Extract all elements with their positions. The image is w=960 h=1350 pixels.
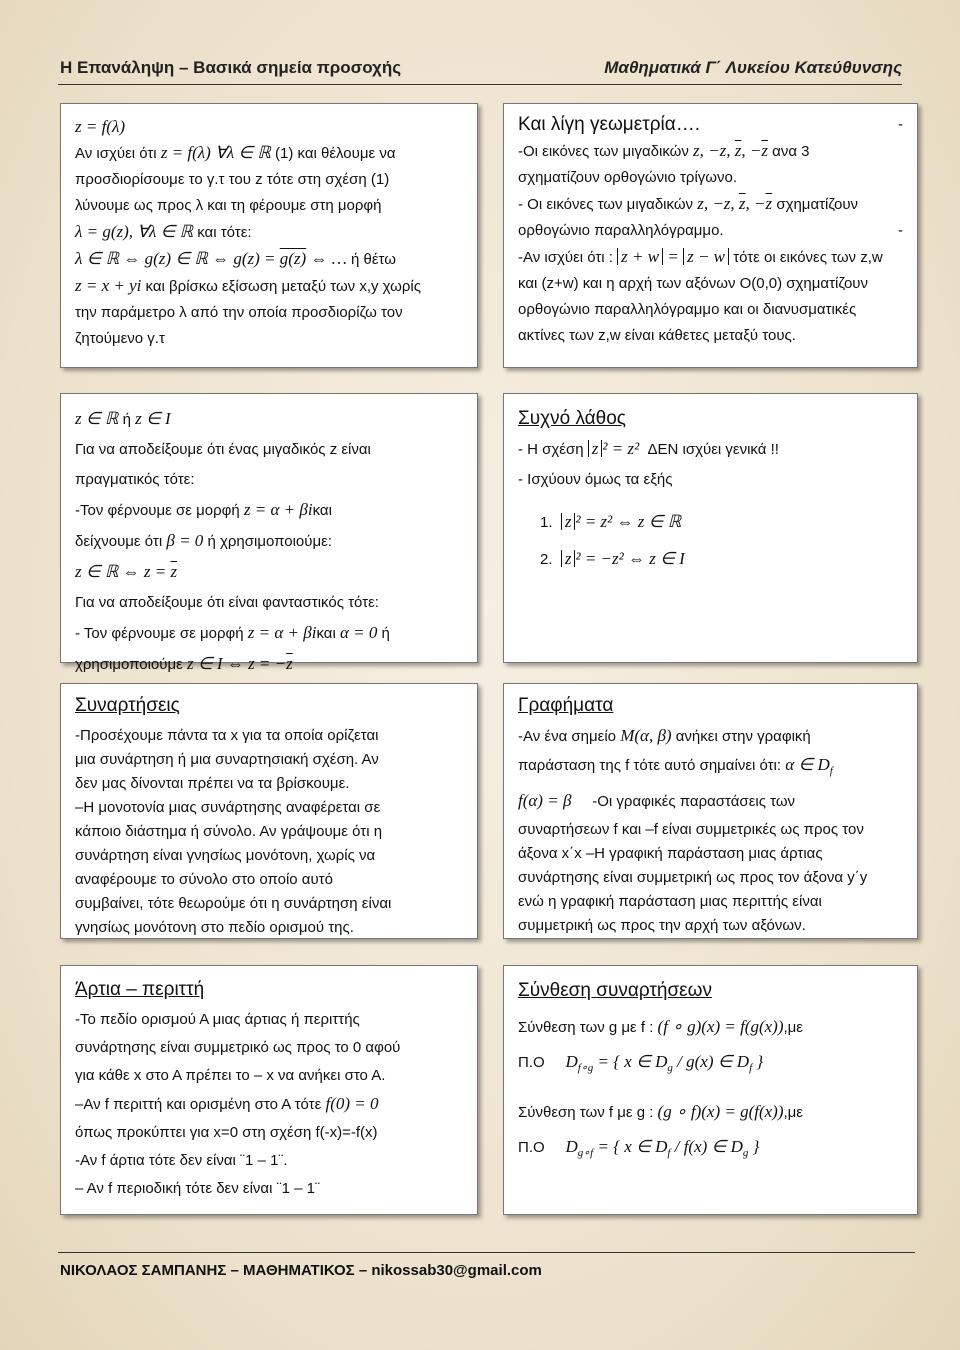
box7-line-4: –Αν f περιττή και ορισμένη στο Α τότε f(0) = 0 [75, 1094, 379, 1113]
footer-divider [58, 1252, 915, 1253]
box5-line: –Η μονοτονία μιας συνάρτησης αναφέρεται σε [75, 799, 381, 816]
box3-line-2: Για να αποδείξουμε ότι ένας μιγαδικός z είναι [75, 441, 371, 458]
box4-line-2: - Ισχύουν όμως τα εξής [518, 471, 673, 488]
header-right-title: Μαθηματικά Γ΄ Λυκείου Κατεύθυνσης [604, 58, 902, 77]
box3-line-9: χρησιμοποιούμε z ∈ I ⇔ $z = -\overline{z}$ [75, 654, 293, 673]
box7-line-5: όπως προκύπτει για x=0 στη σχέση f(-x)=-f(x) [75, 1124, 378, 1141]
box4-line-1: - Η σχέση z ² = z² ΔΕΝ ισχύει γενικά !! [518, 439, 779, 458]
geometry-box [503, 103, 918, 368]
real-imaginary-box [60, 393, 478, 673]
box1-line-3: προσδιορίσουμε το γ.τ του z τότε στη σχέση (1) [75, 171, 390, 188]
box6-line-1: -Αν ένα σημείο M(α, β) ανήκει στην γραφική [518, 726, 811, 745]
box6-line-7: ενώ η γραφική παράσταση μιας περιττής είναι [518, 893, 822, 910]
box8-title: Σύνθεση συναρτήσεων [518, 980, 712, 1001]
box2-line-6: και (z+w) και η αρχή των αξόνων Ο(0,0) σχηματίζουν [518, 275, 869, 292]
even-odd-box [60, 965, 478, 1215]
header-left-title: Η Επανάληψη – Βασικά σημεία προσοχής [60, 58, 402, 77]
box3-line-1: z ∈ ℝ ή z ∈ I [75, 409, 171, 428]
box1-line-4: λύνουμε ως προς λ και τη φέρουμε στη μορφή [75, 197, 382, 214]
box8-line-1: Σύνθεση των g με f : (f ∘ g)(x) = f(g(x)),με [518, 1017, 803, 1036]
box6-line-8: συμμετρική ως προς την αρχή των αξόνων. [518, 917, 806, 934]
box6-line-4: συναρτήσεων f και –f είναι συμμετρικές ως προς τον [518, 821, 864, 838]
box7-line-2: συνάρτησης είναι συμμετρικό ως προς το 0 αφού [75, 1039, 401, 1056]
box6-title: Γραφήματα [518, 695, 614, 716]
box5-line: μια συνάρτηση ή μια συναρτησιακή σχέση. Αν [75, 751, 379, 768]
box1-line-8: την παράμετρο λ από την οποία προσδιορίζω τον [75, 304, 403, 321]
graphs-box [503, 683, 918, 939]
box6-line-2: παράσταση της f τότε αυτό σημαίνει ότι: α ∈ $D_f$ [518, 755, 833, 777]
box5-line: αναφέρουμε το σύνολο στο οποίο αυτό [75, 871, 333, 888]
box3-line-7: Για να αποδείξουμε ότι είναι φανταστικός τότε: [75, 594, 379, 611]
box5-line: συνάρτηση είναι γνησίως μονότονη, χωρίς να [75, 847, 376, 864]
composition-box [503, 965, 918, 1215]
box1-line-5: λ = g(z), ∀λ ∈ ℝ και τότε: [75, 222, 252, 241]
box5-line: -Προσέχουμε πάντα τα x για τα οποία ορίζεται [75, 727, 379, 744]
box2-title: Και λίγη γεωμετρία…. [518, 114, 701, 135]
box2-title-row: Και λίγη γεωμετρία…. - [518, 112, 903, 138]
box7-line-3: για κάθε x στο Α πρέπει το – x να ανήκει στο Α. [75, 1067, 386, 1084]
box8-line-4: Π.Ο $D_{g\circ f}$ = { x ∈ $D_f / f(x)$ ∈ $D_g$ } [518, 1137, 760, 1159]
box7-line-6: -Αν f άρτια τότε δεν είναι ¨1 – 1¨. [75, 1152, 288, 1169]
box7-line-1: -Το πεδίο ορισμού Α μιας άρτιας ή περιττής [75, 1011, 360, 1028]
box7-title: Άρτια – περιττή [75, 979, 205, 1000]
box6-line-6: συνάρτησης είναι συμμετρική ως προς τον άξονα y΄y [518, 869, 868, 886]
box5-line: γνησίως μονότονη στο πεδίο ορισμού της. [75, 919, 354, 936]
box2-line-5: -Αν ισχύει ότι : z + w = z − w τότε οι εικόνες των z,w [518, 247, 883, 266]
box1-line-6: λ ∈ ℝ ⇔ g(z) ∈ ℝ ⇔ g(z) = g(z) ⇔ … ή θέτω [75, 249, 396, 268]
parametric-locus-box [60, 103, 478, 368]
box4-item-2: 2. z ² = −z² ⇔ z ∈ I [540, 549, 685, 568]
box5-title: Συναρτήσεις [75, 695, 180, 716]
box3-line-4: -Τον φέρνουμε σε μορφή z = α + βiκαι [75, 500, 332, 519]
box2-line-2: σχηματίζουν ορθογώνιο τρίγωνο. [518, 169, 737, 186]
box2-line-7: ορθογώνιο παραλληλόγραμμο και οι διανυσματικές [518, 301, 857, 318]
box1-line-2: Αν ισχύει ότι z = f(λ) ∀λ ∈ ℝ (1) και θέλουμε να [75, 143, 396, 162]
box3-line-5: δείχνουμε ότι β = 0 ή χρησιμοποιούμε: [75, 531, 332, 550]
box5-line: δεν μας δίνονται πρέπει να τα βρίσκουμε. [75, 775, 350, 792]
box6-line-3: f(α) = β -Οι γραφικές παραστάσεις των [518, 791, 796, 810]
box6-line-5: άξονα x΄x –Η γραφική παράσταση μιας άρτιας [518, 845, 823, 862]
box2-line-4: ορθογώνιο παραλληλόγραμμο. - [518, 222, 903, 239]
common-mistake-box [503, 393, 918, 663]
box3-line-3: πραγματικός τότε: [75, 471, 195, 488]
footer-author: ΝΙΚΟΛΑΟΣ ΣΑΜΠΑΝΗΣ – ΜΑΘΗΜΑΤΙΚΟΣ – nikossab30@gmail.com [60, 1262, 542, 1279]
box3-line-8: - Τον φέρνουμε σε μορφή z = α + βiκαι α = 0 ή [75, 623, 390, 642]
box5-line: κάποιο διάστημα ή σύνολο. Αν γράψουμε ότι η [75, 823, 383, 840]
box8-line-3: Σύνθεση των f με g : (g ∘ f)(x) = g(f(x)),με [518, 1102, 803, 1121]
box1-line-9: ζητούμενο γ.τ [75, 330, 165, 347]
box2-line-3: - Οι εικόνες των μιγαδικών z, −z, $\overline{z}$, $-\overline{z}$ σχηματίζουν [518, 194, 859, 213]
box4-title: Συχνό λάθος [518, 408, 626, 429]
box2-line-1: -Οι εικόνες των μιγαδικών z, −z, $\overline{z}$, $-\overline{z}$ ανα 3 [518, 141, 810, 160]
box2-line-8: ακτίνες των z,w είναι κάθετες μεταξύ τους. [518, 327, 796, 344]
box8-line-2: Π.Ο $D_{f\circ g}$ = { x ∈ $D_g / g(x)$ ∈ $D_f$ } [518, 1052, 764, 1074]
box3-line-6: z ∈ ℝ ⇔ $z = \overline{z}$ [75, 562, 178, 581]
box5-line: συμβαίνει, τότε θεωρούμε ότι η συνάρτηση είναι [75, 895, 392, 912]
box7-line-7: – Αν f περιοδική τότε δεν είναι ¨1 – 1¨ [75, 1180, 320, 1197]
box4-item-1: 1. z ² = z² ⇔ z ∈ ℝ [540, 512, 682, 531]
functions-box [60, 683, 478, 939]
box1-line-7: z = x + yi και βρίσκω εξίσωση μεταξύ των x,y χωρίς [75, 276, 421, 295]
header-divider [58, 84, 902, 85]
z-f-lambda-formula: z = f(λ) [75, 117, 125, 136]
